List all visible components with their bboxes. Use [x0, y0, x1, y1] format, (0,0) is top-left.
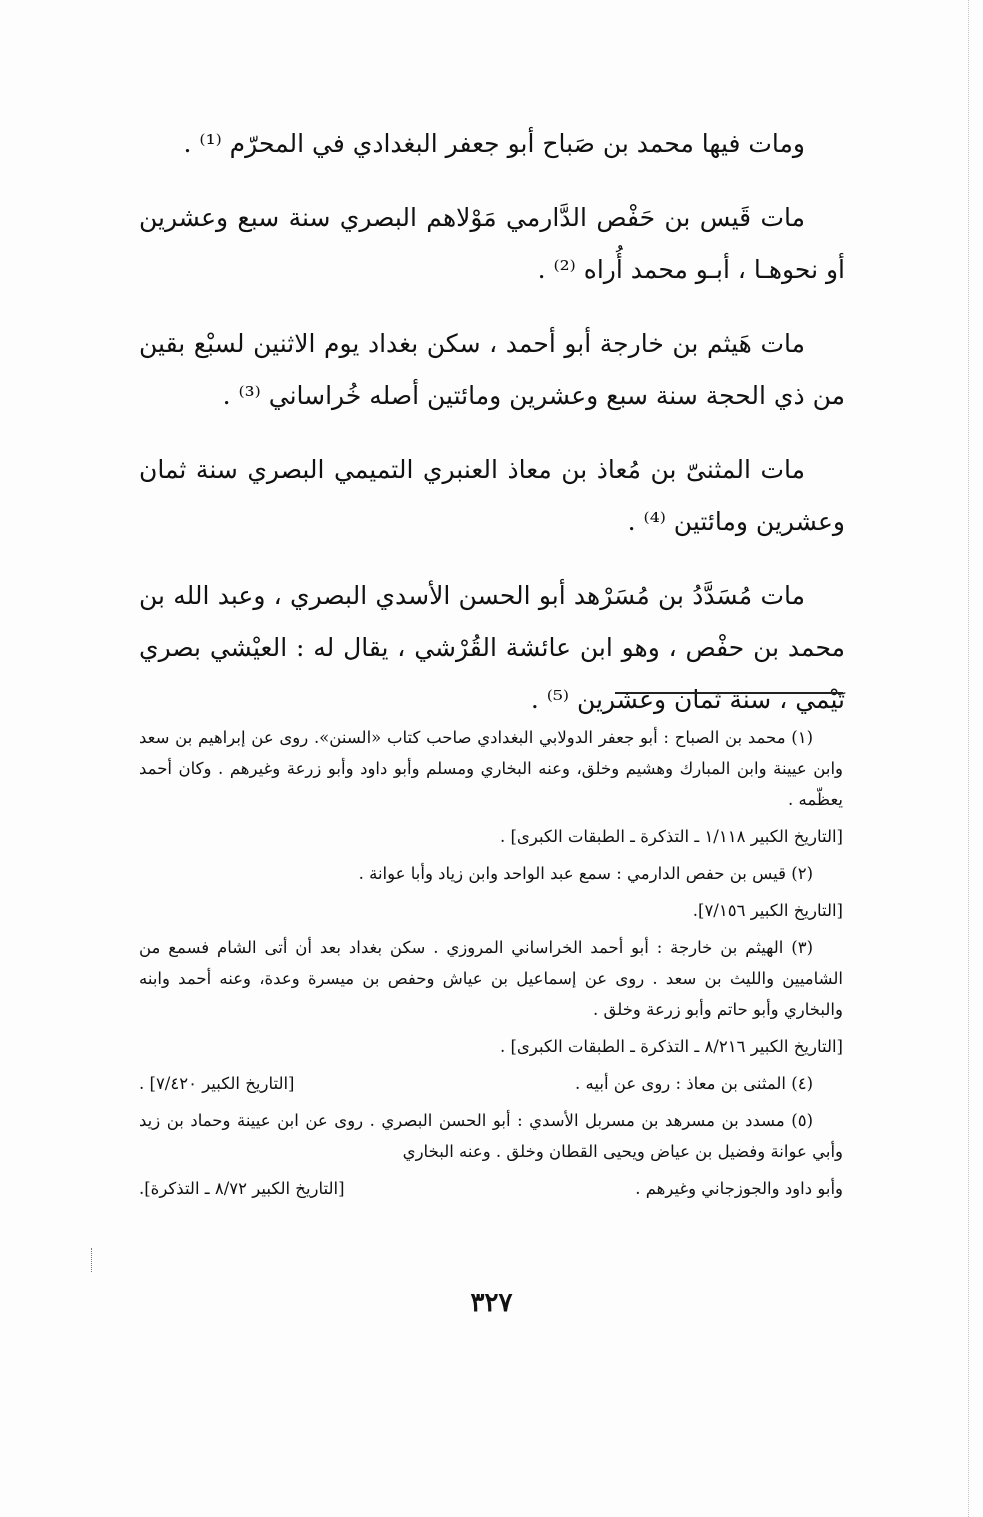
main-paragraph-1: ومات فيها محمد بن صَباح أبو جعفر البغدادي في المحرّم ⁽¹⁾ . — [183, 129, 805, 158]
footnote-separator-rule — [615, 692, 843, 694]
footnote-3-text: (٣) الهيثم بن خارجة : أبو أحمد الخراساني المروزي . سكن بغداد بعد أن أتى الشام فسمع من الشاميين والليث بن سعد . روى عن إسماعيل بن عياش وحفص بن ميسرة وعدة، وعنه أحمد وابنه والبخاري وأبو حاتم وأبو زرعة وخلق . — [139, 938, 843, 1019]
footnote-5-citation: [التاريخ الكبير ٨/٧٢ ـ التذكرة]. — [139, 1179, 345, 1198]
footnote-4-line — [139, 1068, 843, 1099]
main-paragraph-3: مات هَيثم بن خارجة أبو أحمد ، سكن بغداد يوم الاثنين لسبْع بقين من ذي الحجة سنة سبع وعشرين ومائتين أصله خُراساني ⁽³⁾ . — [139, 329, 845, 410]
footnote-2-text: (٢) قيس بن حفص الدارمي : سمع عبد الواحد وابن زياد وأبا عوانة . — [358, 864, 813, 883]
main-paragraph-5: مات مُسَدَّدُ بن مُسَرْهد أبو الحسن الأسدي البصري ، وعبد الله بن محمد بن حفْص ، وهو ابن عائشة القُرْشي ، يقال له : العيْشي بصري تَيْمي ، سنة ثمان وعشرين ⁽⁵⁾ . — [139, 581, 845, 714]
footnote-5-tail: وأبو داود والجوزجاني وغيرهم . — [635, 1179, 843, 1198]
main-text-block — [139, 118, 845, 748]
footnote-3-citation: [التاريخ الكبير ٨/٢١٦ ـ التذكرة ـ الطبقات الكبرى] . — [500, 1037, 843, 1056]
main-paragraph-4: مات المثنىّ بن مُعاذ بن معاذ العنبري التميمي البصري سنة ثمان وعشرين ومائتين ⁽⁴⁾ . — [139, 455, 845, 536]
footnotes-block — [139, 722, 843, 1210]
page-number: ٣٢٧ — [470, 1288, 513, 1318]
footnote-4-text: (٤) المثنى بن معاذ : روى عن أبيه . — [575, 1074, 813, 1093]
footnote-5-text: (٥) مسدد بن مسرهد بن مسربل الأسدي : أبو الحسن البصري . روى عن ابن عيينة وحماد بن زيد وأبي عوانة وفضيل بن عياض ويحيى القطان وخلق . وعنه البخاري — [139, 1111, 843, 1161]
footnote-1-citation: [التاريخ الكبير ١/١١٨ ـ التذكرة ـ الطبقات الكبرى] . — [500, 827, 843, 846]
footnote-1-text: (١) محمد بن الصباح : أبو جعفر الدولابي البغدادي صاحب كتاب «السنن». روى عن إبراهيم بن سعد وابن عيينة وابن المبارك وهشيم وخلق، وعنه البخاري ومسلم وأبو داود وأبو زرعة وغيرهم . وكان أحمد يعظّمه . — [139, 728, 843, 809]
footnote-2-citation: [التاريخ الكبير ٧/١٥٦]. — [692, 901, 843, 920]
main-paragraph-2: مات قَيس بن حَفْص الدَّارمي مَوْلاهم البصري سنة سبع وعشرين أو نحوهـا ، أبـو محمد أُراه ⁽²⁾ . — [139, 203, 845, 284]
footnote-4-citation: [التاريخ الكبير ٧/٤٢٠] . — [139, 1074, 295, 1093]
footnote-5-last-line — [139, 1173, 843, 1204]
margin-mark — [91, 1248, 94, 1272]
